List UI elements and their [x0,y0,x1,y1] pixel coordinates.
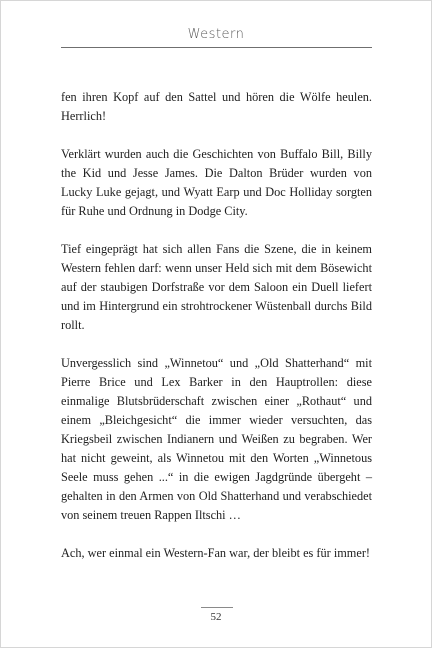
folio-rule [201,607,233,608]
paragraph-4: Unvergesslich sind „Winnetou“ und „Old Shatterhand“ mit Pierre Brice und Lex Barker in den Hauptrollen: diese einmalige Blutsbrüderschaft zwischen einer „Rothaut“ und einem „Bleichgesicht“ die immer wieder versuchten, das Kriegsbeil zwischen Indianern und Weißen zu begraben. Wer hat nicht geweint, als Winnetou mit den Worten „Winnetous Seele muss gehen ...“ in die ewigen Jagdgründe übergeht – gehalten in den Armen von Old Shatterhand und verabschiedet von seinem treuen Rappen Iltschi … [61,356,372,522]
running-head: Western [187,27,245,42]
page-number: 52 [210,611,222,623]
header-rule [61,47,372,48]
paragraph-5: Ach, wer einmal ein Western-Fan war, der bleibt es für immer! [61,546,371,560]
paragraph-3: Tief eingeprägt hat sich allen Fans die Szene, die in keinem Western fehlen darf: wenn unser Held sich mit dem Bösewicht auf der staubigen Dorfstraße vor dem Saloon ein Duell liefert und im Hintergrund ein strohtrockener Wüstenball durchs Bild rollt. [61,242,372,332]
body-text [61,88,372,563]
paragraph-2: Verklärt wurden auch die Geschichten von Buffalo Bill, Billy the Kid und Jesse James. Die Dalton Brüder wurden von Lucky Luke gejagt, und Wyatt Earp und Doc Holliday sorgten für Ruhe und Ordnung in Dodge City. [61,147,372,218]
paragraph-1: fen ihren Kopf auf den Sattel und hören die Wölfe heulen. Herrlich! [61,90,372,123]
